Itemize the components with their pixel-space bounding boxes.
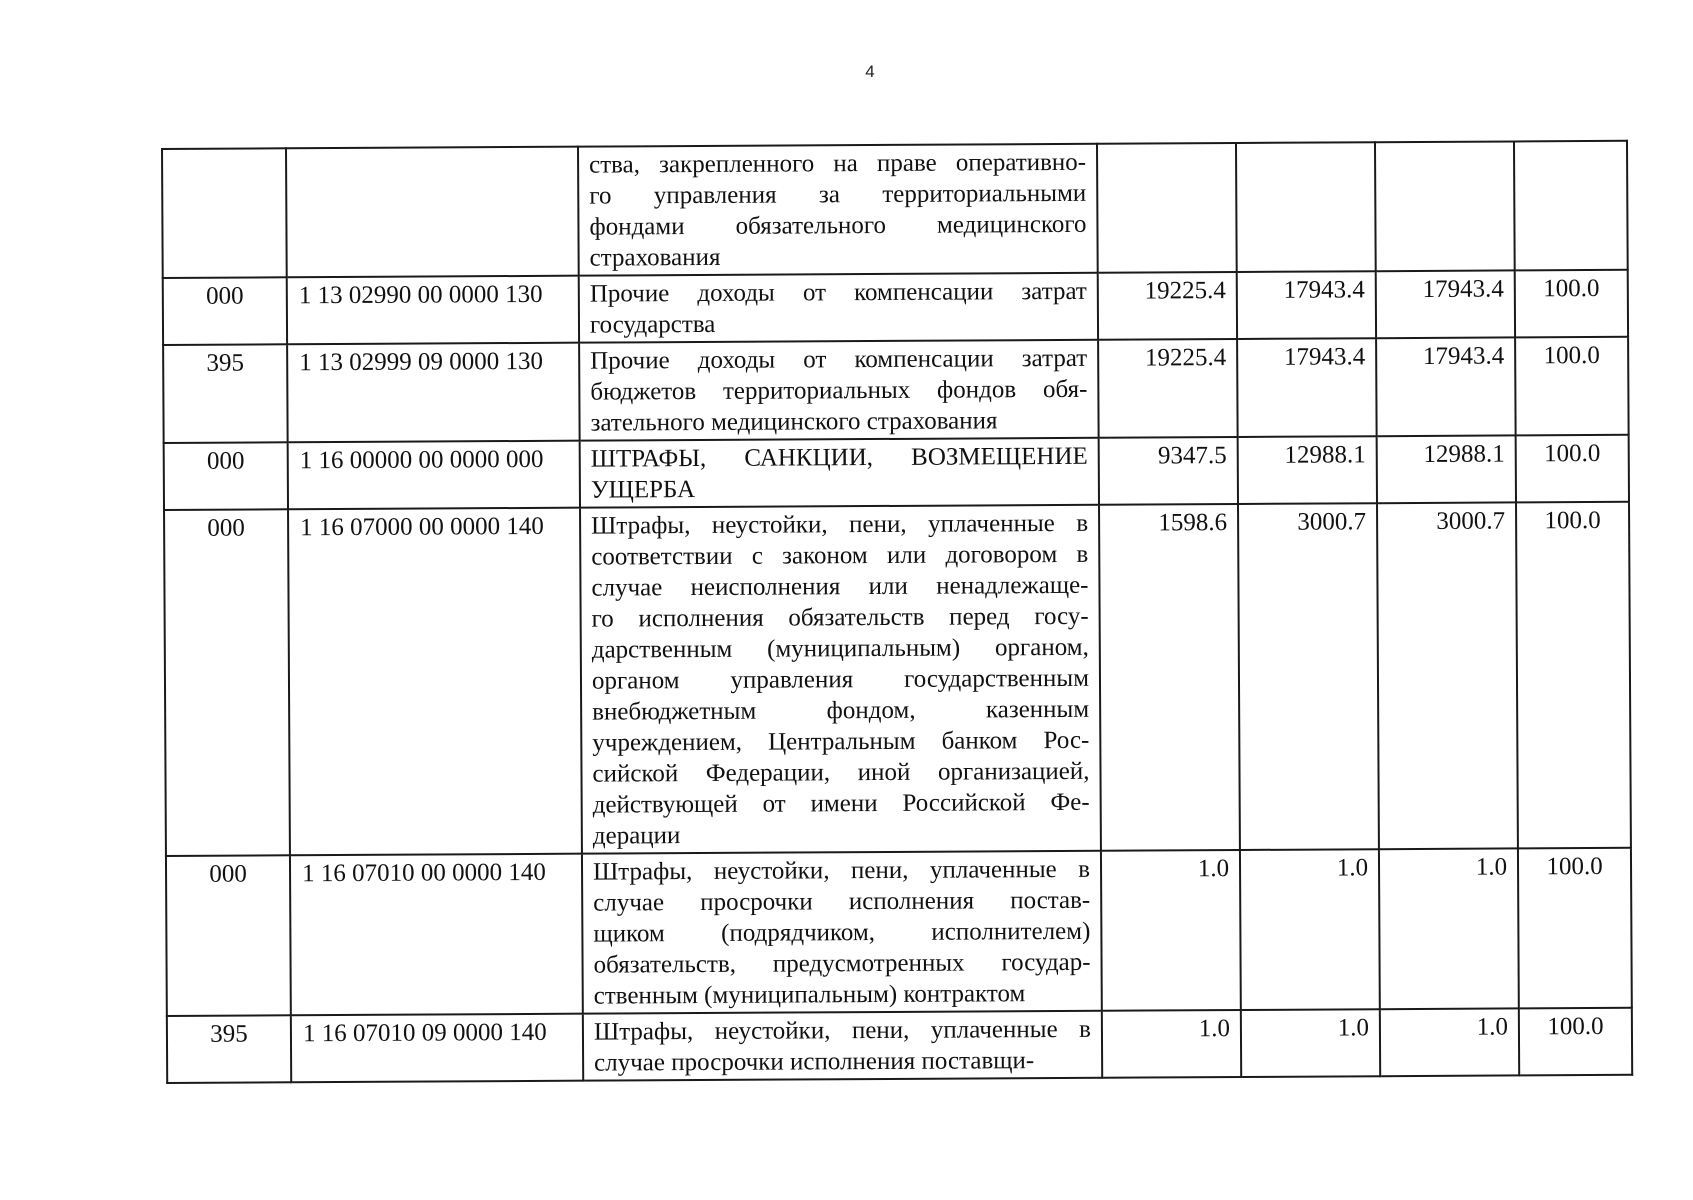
revenue-name-line: органом управления государственным (591, 664, 1090, 695)
admin-code-cell: 000 (164, 442, 288, 510)
revenue-name-cell (579, 340, 1099, 441)
value-3-cell: 3000.7 (1377, 502, 1518, 849)
table-row (167, 1008, 1632, 1083)
value-1-cell: 19225.4 (1098, 272, 1237, 340)
value-3-cell: 1.0 (1379, 848, 1519, 1009)
value-1-cell: 19225.4 (1098, 339, 1238, 438)
revenue-name-line: государства (589, 310, 716, 339)
table-row (166, 848, 1632, 1016)
revenue-name-cell (578, 144, 1098, 276)
budget-code-cell (286, 147, 579, 278)
value-1-cell: 1.0 (1102, 1010, 1241, 1078)
revenue-name-line: бюджетов территориальных фондов обя- (590, 375, 1088, 406)
budget-code-cell: 1 16 07000 00 0000 140 (288, 508, 582, 856)
revenue-name-line: случае неисполнения или ненадлежаще- (591, 571, 1089, 602)
value-3-cell: 12988.1 (1377, 435, 1516, 503)
revenue-name-line: обязательств, предусмотренных государ- (593, 948, 1091, 979)
admin-code-cell: 000 (166, 855, 291, 1016)
revenue-name-line: щиком (подрядчиком, исполнителем) (593, 917, 1091, 948)
revenue-name-line: Штрафы, неустойки, пени, уплаченные в (592, 855, 1091, 886)
percent-cell: 100.0 (1515, 270, 1628, 338)
revenue-name-line: фондами обязательного медицинского (589, 210, 1087, 241)
value-2-cell: 17943.4 (1237, 338, 1377, 437)
admin-code-cell: 395 (167, 1015, 291, 1083)
revenue-name-line: Штрафы, неустойки, пени, уплаченные в (591, 509, 1089, 540)
budget-code-cell: 1 16 07010 09 0000 140 (291, 1014, 583, 1083)
revenue-name-line: ственным (муниципальным) контрактом (593, 980, 1026, 1010)
percent-cell: 100.0 (1516, 502, 1631, 849)
value-2-cell: 3000.7 (1238, 503, 1379, 850)
revenue-name-line: го управления за территориальными (589, 179, 1087, 210)
budget-revenue-table (161, 140, 1633, 1084)
revenue-name-line: страхования (589, 243, 721, 272)
value-3-cell: 1.0 (1380, 1008, 1519, 1076)
table-row (163, 337, 1629, 443)
revenue-name-line: зательного медицинского страхования (590, 407, 998, 437)
value-1-cell: 1.0 (1101, 850, 1241, 1011)
admin-code-cell (162, 148, 287, 278)
value-3-cell: 17943.4 (1376, 270, 1515, 338)
revenue-name-cell (582, 851, 1102, 1014)
value-1-cell: 1598.6 (1099, 504, 1240, 851)
budget-table-container (161, 140, 1633, 1084)
budget-code-cell: 1 13 02990 00 0000 130 (287, 276, 579, 345)
revenue-name-line: УЩЕРБА (590, 476, 696, 504)
table-row (164, 435, 1629, 510)
percent-cell (1514, 141, 1628, 271)
budget-code-cell: 1 16 07010 00 0000 140 (290, 854, 583, 1016)
budget-code-cell: 1 13 02999 09 0000 130 (287, 343, 580, 443)
page-number: 4 (865, 62, 875, 81)
revenue-name-line: ШТРАФЫ, САНКЦИИ, ВОЗМЕЩЕНИЕ (590, 442, 1088, 473)
value-3-cell (1375, 141, 1515, 271)
value-2-cell: 1.0 (1241, 1009, 1380, 1077)
budget-code-cell: 1 16 00000 00 0000 000 (288, 441, 580, 510)
revenue-name-line: случае просрочки исполнения поставщи- (594, 1047, 1035, 1077)
revenue-name-line: действующей от имени Российской Фе- (592, 788, 1090, 819)
percent-cell: 100.0 (1516, 435, 1629, 503)
revenue-name-line: го исполнения обязательств перед госу- (591, 602, 1089, 633)
admin-code-cell: 000 (163, 277, 287, 345)
table-row (164, 502, 1631, 856)
value-3-cell: 17943.4 (1376, 337, 1516, 436)
value-2-cell (1236, 142, 1376, 272)
revenue-name-cell (580, 505, 1101, 854)
table-row (163, 270, 1628, 345)
admin-code-cell: 395 (163, 344, 288, 443)
revenue-name-line: учреждением, Центральным банком Рос- (592, 726, 1090, 757)
table-row (162, 141, 1628, 278)
percent-cell: 100.0 (1519, 1008, 1632, 1076)
value-1-cell: 9347.5 (1099, 437, 1238, 505)
revenue-name-line: соответствии с законом или договором в (591, 540, 1089, 571)
revenue-name-cell (583, 1011, 1102, 1081)
value-2-cell: 17943.4 (1237, 271, 1376, 339)
revenue-name-line: Прочие доходы от компенсации затрат (589, 277, 1087, 308)
percent-cell: 100.0 (1518, 848, 1632, 1009)
revenue-name-line: ства, закрепленного на праве оперативно- (589, 148, 1087, 179)
value-2-cell: 1.0 (1240, 849, 1380, 1010)
admin-code-cell: 000 (164, 509, 290, 856)
value-1-cell (1097, 143, 1237, 273)
revenue-name-cell (580, 438, 1099, 508)
revenue-name-line: Штрафы, неустойки, пени, уплаченные в (593, 1015, 1092, 1046)
revenue-name-line: дерации (592, 822, 681, 850)
revenue-name-line: внебюджетным фондом, казенным (592, 695, 1090, 726)
revenue-name-cell (579, 273, 1098, 343)
revenue-name-line: случае просрочки исполнения постав- (593, 886, 1091, 917)
table-body (162, 141, 1632, 1083)
percent-cell: 100.0 (1515, 337, 1629, 436)
revenue-name-line: Прочие доходы от компенсации затрат (590, 344, 1088, 375)
revenue-name-line: сийской Федерации, иной организацией, (592, 757, 1090, 788)
revenue-name-line: дарственным (муниципальным) органом, (591, 633, 1089, 664)
value-2-cell: 12988.1 (1238, 436, 1377, 504)
